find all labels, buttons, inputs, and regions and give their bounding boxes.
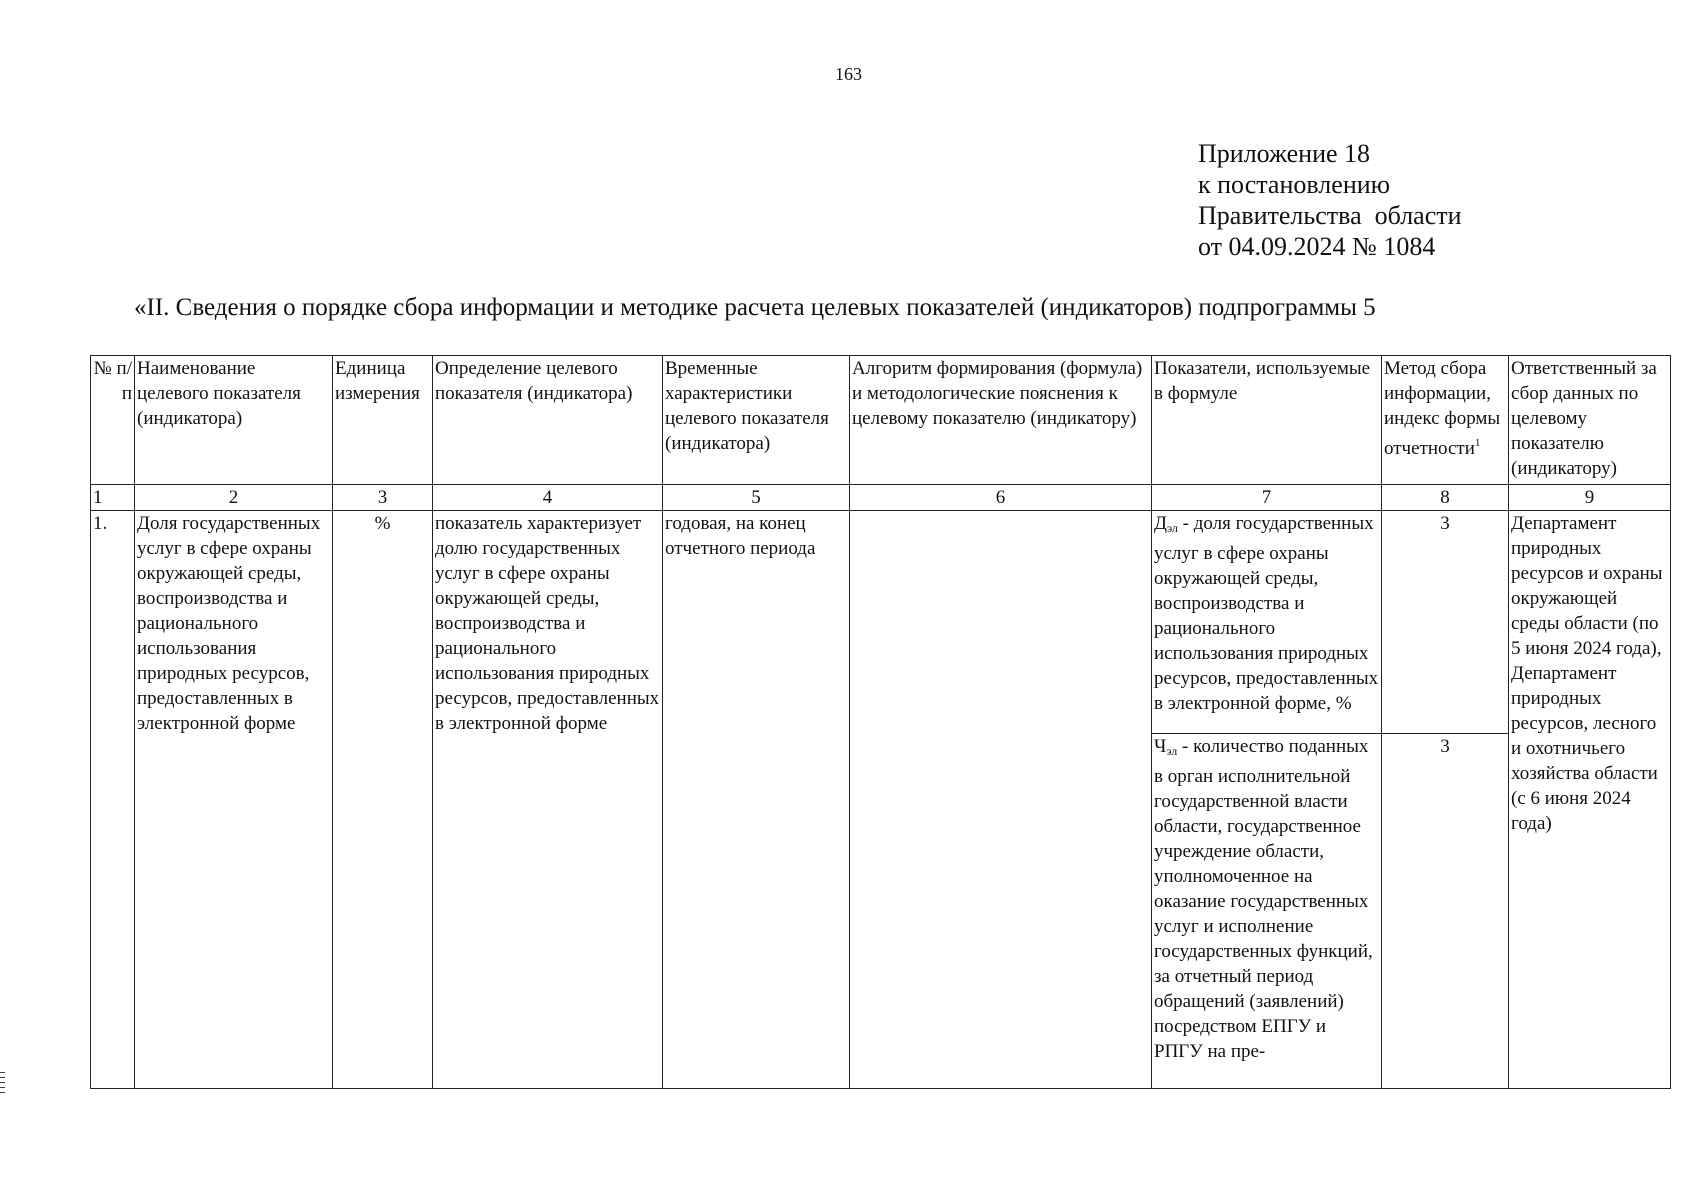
method-cell: 3	[1382, 511, 1509, 734]
page-number: 163	[835, 64, 862, 84]
responsible-cell: Департамент природных ресурсов и охраны окружающей среды области (по 5 июня 2024 года), Департамент природных ресурсов, лесного и охотничьего хозяйства области (с 6 июня 2024 года)	[1509, 511, 1671, 1089]
column-number: 8	[1382, 485, 1509, 511]
appendix-line-4: от 04.09.2024 № 1084	[1198, 232, 1436, 261]
header-cell-indicators: Показатели, используемые в формуле	[1152, 356, 1382, 485]
formula-indicator-cell	[1152, 734, 1382, 1089]
header-cell-name: Наименование целевого показателя (индикатора)	[135, 356, 333, 485]
appendix-line-2: к постановлению	[1198, 170, 1391, 199]
header-cell-time: Временные характеристики целевого показателя (индикатора)	[663, 356, 850, 485]
header-cell-number: № п/п	[91, 356, 135, 485]
table-row	[91, 511, 1671, 734]
appendix-block	[1198, 138, 1462, 262]
appendix-line-3: Правительства области	[1198, 201, 1462, 230]
unit-cell: %	[333, 511, 433, 1089]
table-header-row	[91, 356, 1671, 485]
scan-edge-marks	[0, 1072, 6, 1097]
appendix-line-1: Приложение 18	[1198, 139, 1371, 168]
column-number: 3	[333, 485, 433, 511]
row-number-cell: 1.	[91, 511, 135, 1089]
header-cell-unit: Единица измерения	[333, 356, 433, 485]
definition-cell: показатель характеризует долю государственных услуг в сфере охраны окружающей среды, воспроизводства и рационального использования природных ресурсов, предоставленных в электронной форме	[433, 511, 663, 1089]
column-number: 6	[850, 485, 1152, 511]
column-number: 5	[663, 485, 850, 511]
indicator-symbol: Д	[1154, 513, 1167, 534]
indicator-symbol: Ч	[1154, 736, 1167, 757]
indicator-name-cell: Доля государственных услуг в сфере охраны окружающей среды, воспроизводства и рационального использования природных ресурсов, предоставленных в электронной форме	[135, 511, 333, 1089]
header-cell-algorithm: Алгоритм формирования (формула) и методологические пояснения к целевому показателю (индикатору)	[850, 356, 1152, 485]
header-footnote-mark: 1	[1474, 437, 1481, 449]
header-cell-definition: Определение целевого показателя (индикатора)	[433, 356, 663, 485]
column-number: 4	[433, 485, 663, 511]
header-cell-responsible: Ответственный за сбор данных по целевому показателю (индикатору)	[1509, 356, 1671, 485]
algorithm-cell	[850, 511, 1152, 1089]
method-cell: 3	[1382, 734, 1509, 1089]
header-method-text: Метод сбора информации, индекс формы отчетности	[1384, 358, 1501, 459]
indicator-subscript: эл	[1166, 521, 1178, 535]
column-number-row	[91, 485, 1671, 511]
time-characteristics-cell: годовая, на конец отчетного периода	[663, 511, 850, 1089]
indicators-table	[90, 355, 1671, 1089]
indicator-description: - доля государственных услуг в сфере охраны окружающей среды, воспроизводства и рационального использования природных ресурсов, предоставленных в электронной форме, %	[1154, 513, 1379, 714]
header-cell-method	[1382, 356, 1509, 485]
indicator-subscript: эл	[1166, 744, 1178, 758]
indicator-description: - количество поданных в орган исполнительной государственной власти области, государственное учреждение области, уполномоченное на оказание государственных услуг и исполнение государственных функций, за отчетный период обращений (заявлений) посредством ЕПГУ и РПГУ на пре-	[1154, 736, 1373, 1062]
column-number: 1	[91, 485, 135, 511]
formula-indicator-cell	[1152, 511, 1382, 734]
document-title: «II. Сведения о порядке сбора информации и методике расчета целевых показателей (индикаторов) подпрограммы 5	[134, 294, 1376, 321]
column-number: 9	[1509, 485, 1671, 511]
column-number: 2	[135, 485, 333, 511]
column-number: 7	[1152, 485, 1382, 511]
indicator-clip	[1154, 734, 1379, 1086]
